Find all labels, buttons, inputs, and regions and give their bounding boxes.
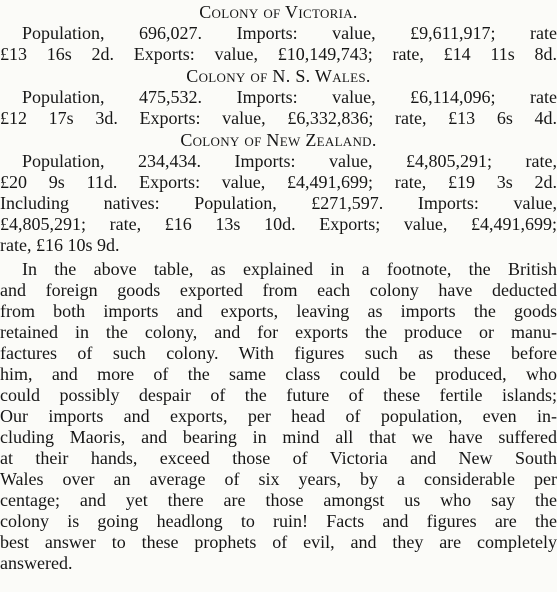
text-line: answered. (0, 553, 73, 573)
text-line: centage; and yet there are those amongst us who say the (0, 490, 557, 510)
text-line: could possibly despair of the future of these fertile islands; (0, 385, 557, 405)
text-line: best answer to these prophets of evil, and they are completely (0, 532, 557, 552)
heading-nsw: Colony of N. S. Wales. (186, 66, 371, 86)
text-line: and foreign goods exported from each colony have deducted (0, 280, 557, 300)
text-line: £20 9s 11d. Exports: value, £4,491,699; rate, £19 3s 2d. (0, 172, 557, 192)
text-line: Population, 696,027. Imports: value, £9,611,917; rate (22, 23, 557, 43)
text-line: factures of such colony. With figures such as these before (0, 343, 557, 363)
text-line: Population, 234,434. Imports: value, £4,805,291; rate, (22, 151, 557, 171)
text-line: him, and more of the same class could be produced, who (0, 364, 557, 384)
text-line: at their hands, exceed those of Victoria and New South (0, 448, 557, 468)
text-line: In the above table, as explained in a footnote, the British (22, 259, 557, 279)
text-line: £13 16s 2d. Exports: value, £10,149,743; rate, £14 11s 8d. (0, 44, 557, 64)
text-line: £12 17s 3d. Exports: value, £6,332,836; rate, £13 6s 4d. (0, 108, 557, 128)
text-line: colony is going headlong to ruin! Facts and figures are the (0, 511, 557, 531)
text-line: rate, £16 10s 9d. (0, 235, 120, 255)
text-line: Wales over an average of six years, by a considerable per (0, 469, 557, 489)
text-line: retained in the colony, and for exports the produce or manu- (0, 322, 557, 342)
text-line: cluding Maoris, and bearing in mind all that we have suffered (0, 427, 557, 447)
text-line: Our imports and exports, per head of population, even in- (0, 406, 557, 426)
heading-nz: Colony of New Zealand. (180, 130, 377, 150)
text-line: £4,805,291; rate, £16 13s 10d. Exports; value, £4,491,699; (0, 214, 557, 234)
text-line: from both imports and exports, leaving as imports the goods (0, 301, 557, 321)
heading-victoria: Colony of Victoria. (199, 2, 358, 22)
text-line: Including natives: Population, £271,597. Imports: value, (0, 193, 557, 213)
text-line: Population, 475,532. Imports: value, £6,114,096; rate (22, 87, 557, 107)
